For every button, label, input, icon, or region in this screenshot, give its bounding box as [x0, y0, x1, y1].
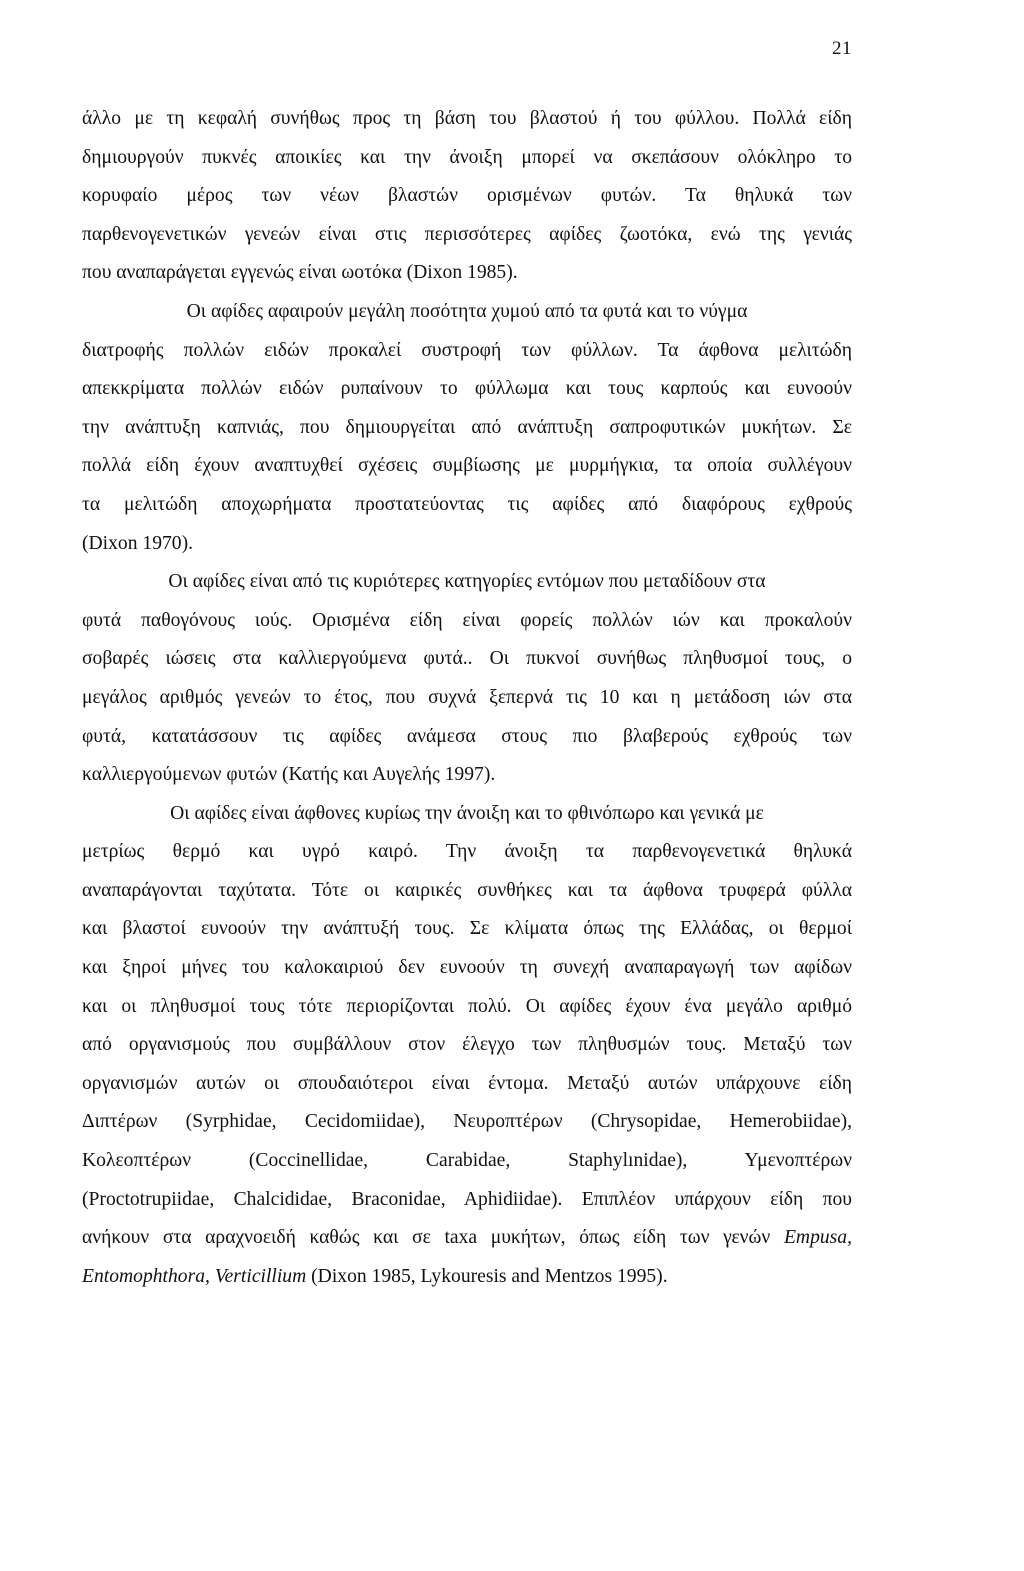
text-line: (Dixon 1970).	[82, 532, 194, 554]
text-line: σοβαρές ιώσεις στα καλλιεργούμενα φυτά.. Οι πυκνοί συνήθως πληθυσμοί τους, ο	[82, 648, 852, 670]
text-line: και ξηροί μήνες του καλοκαιριού δεν ευνοούν τη συνεχή αναπαραγωγή των αφίδων	[82, 957, 852, 979]
paragraph-start-line: Οι αφίδες είναι από τις κυριότερες κατηγορίες εντόμων που μεταδίδουν στα	[168, 571, 766, 593]
text-line: (Proctotrupiidae, Chalcididae, Braconidae, Aphidiidae). Επιπλέον υπάρχουν είδη που	[82, 1188, 852, 1210]
text-line: καλλιεργούμενων φυτών (Κατής και Αυγελής 1997).	[82, 764, 496, 786]
text-segment: ανήκουν στα αραχνοειδή καθώς και σε taxa μυκήτων, όπως είδη των γενών	[82, 1227, 784, 1249]
text-line: φυτά, κατατάσσουν τις αφίδες ανάμεσα στους πιο βλαβερούς εχθρούς των	[82, 725, 852, 747]
text-line: και βλαστοί ευνοούν την ανάπτυξή τους. Σε κλίματα όπως της Ελλάδας, οι θερμοί	[82, 918, 852, 940]
text-segment: (Dixon 1985, Lykouresis and Mentzos 1995).	[306, 1265, 668, 1287]
text-line: πολλά είδη έχουν αναπτυχθεί σχέσεις συμβίωσης με μυρμήγκια, τα οποία συλλέγουν	[82, 455, 852, 477]
paragraph-start-line: Οι αφίδες αφαιρούν μεγάλη ποσότητα χυμού από τα φυτά και το νύγμα	[186, 300, 748, 322]
italic-genus-name: Entomophthora,	[82, 1265, 210, 1287]
text-line: διατροφής πολλών ειδών προκαλεί συστροφή των φύλλων. Τα άφθονα μελιτώδη	[82, 339, 852, 361]
text-line: απεκκρίματα πολλών ειδών ρυπαίνουν το φύλλωμα και τους καρπούς και ευνοούν	[82, 378, 852, 400]
text-line: δημιουργούν πυκνές αποικίες και την άνοιξη μπορεί να σκεπάσουν ολόκληρο το	[82, 146, 852, 168]
text-line: άλλο με τη κεφαλή συνήθως προς τη βάση του βλαστού ή του φύλλου. Πολλά είδη	[82, 108, 852, 129]
text-line: από οργανισμούς που συμβάλλουν στον έλεγχο των πληθυσμών τους. Μεταξύ των	[82, 1034, 852, 1056]
text-line: Κολεοπτέρων (Coccinellidae, Carabidae, Staphylınidae), Υμενοπτέρων	[82, 1150, 852, 1172]
text-line: παρθενογενετικών γενεών είναι στις περισσότερες αφίδες ζωοτόκα, ενώ της γενιάς	[82, 223, 852, 245]
text-line-with-italic	[82, 1258, 852, 1297]
text-line-with-italic	[82, 1219, 852, 1258]
text-line: που αναπαράγεται εγγενώς είναι ωοτόκα (Dixon 1985).	[82, 262, 518, 284]
text-line: κορυφαίο μέρος των νέων βλαστών ορισμένων φυτών. Τα θηλυκά των	[82, 185, 852, 207]
text-line: την ανάπτυξη καπνιάς, που δημιουργείται από ανάπτυξη σαπροφυτικών μυκήτων. Σε	[82, 416, 852, 438]
text-line: οργανισμών αυτών οι σπουδαιότεροι είναι έντομα. Μεταξύ αυτών υπάρχουνε είδη	[82, 1072, 852, 1094]
page-number: 21	[832, 38, 852, 59]
paragraph-start-line: Οι αφίδες είναι άφθονες κυρίως την άνοιξη και το φθινόπωρο και γενικά με	[170, 802, 764, 824]
italic-genus-name: Verticillium	[214, 1265, 307, 1287]
text-line: και οι πληθυσμοί τους τότε περιορίζονται πολύ. Οι αφίδες έχουν ένα μεγάλο αριθμό	[82, 995, 852, 1017]
text-line: μεγάλος αριθμός γενεών το έτος, που συχνά ξεπερνά τις 10 και η μετάδοση ιών στα	[82, 686, 852, 708]
text-line: αναπαράγονται ταχύτατα. Τότε οι καιρικές συνθήκες και τα άφθονα τρυφερά φύλλα	[82, 879, 852, 901]
italic-genus-name: Empusa,	[783, 1227, 852, 1249]
text-line: μετρίως θερμό και υγρό καιρό. Την άνοιξη τα παρθενογενετικά θηλυκά	[82, 841, 852, 863]
text-line: Διπτέρων (Syrphidae, Cecidomiidae), Νευροπτέρων (Chrysopidae, Hemerobiidae),	[82, 1111, 852, 1133]
document-body	[82, 100, 852, 1296]
text-line: φυτά παθογόνους ιούς. Ορισμένα είδη είναι φορείς πολλών ιών και προκαλούν	[82, 609, 852, 631]
text-line: τα μελιτώδη αποχωρήματα προστατεύοντας τις αφίδες από διαφόρους εχθρούς	[82, 493, 852, 515]
